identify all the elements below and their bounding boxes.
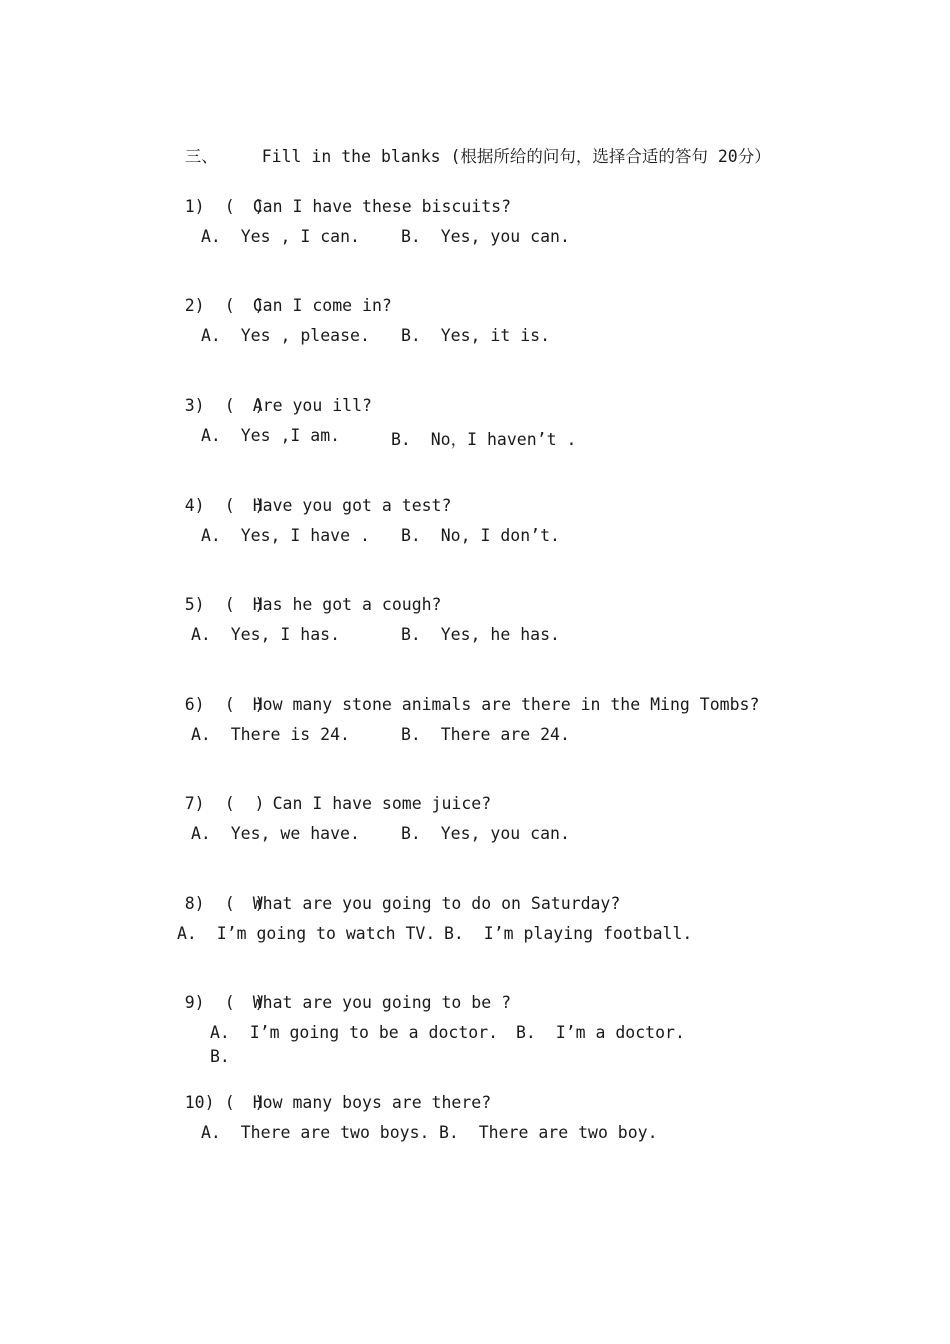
section-title: Fill in the blanks (根据所给的问句，选择合适的答句 20分） bbox=[261, 147, 771, 166]
question-number: 7) bbox=[184, 794, 205, 813]
question-number: 3) bbox=[184, 396, 205, 415]
question-number: 6) bbox=[184, 695, 205, 714]
option-b: B. No，I haven’t . bbox=[391, 430, 577, 449]
stray-option-label: B. bbox=[210, 1047, 230, 1066]
option-a: A. Yes, we have. bbox=[191, 824, 360, 843]
answer-blank: ( ) bbox=[224, 396, 265, 415]
answer-blank: ( ) bbox=[224, 794, 265, 813]
option-a: A. Yes , I can. bbox=[201, 227, 360, 246]
question-number: 8) bbox=[184, 894, 205, 913]
question-number: 2) bbox=[184, 296, 205, 315]
option-a: A. Yes ,I am. bbox=[201, 426, 341, 445]
answer-blank: ( ) bbox=[224, 894, 265, 913]
question-text: How many boys are there? bbox=[252, 1093, 492, 1112]
question-text: How many stone animals are there in the Ming Tombs? bbox=[252, 695, 760, 714]
question-number: 4) bbox=[184, 496, 205, 515]
option-b: B. Yes, you can. bbox=[401, 227, 570, 246]
answer-blank: ( ) bbox=[224, 197, 265, 216]
answer-blank: ( ) bbox=[224, 296, 265, 315]
option-b: B. I’m playing football. bbox=[444, 924, 693, 943]
question-text: Can I have these biscuits? bbox=[252, 197, 512, 216]
question-number: 5) bbox=[184, 595, 205, 614]
option-a: A. There is 24. bbox=[191, 725, 350, 744]
answer-blank: ( ) bbox=[224, 993, 265, 1012]
question-number: 10) bbox=[184, 1093, 215, 1112]
question-text: Can I come in? bbox=[252, 296, 392, 315]
question-text: Can I have some juice? bbox=[252, 794, 492, 813]
answer-blank: ( ) bbox=[224, 595, 265, 614]
option-a: A. Yes , please. bbox=[201, 326, 370, 345]
question-number: 9) bbox=[184, 993, 205, 1012]
option-b: B. There are two boy. bbox=[439, 1123, 658, 1142]
option-a: A. I’m going to be a doctor. bbox=[210, 1023, 499, 1042]
answer-blank: ( ) bbox=[224, 695, 265, 714]
option-b: B. No, I don’t. bbox=[401, 526, 560, 545]
answer-blank: ( ) bbox=[224, 1093, 265, 1112]
option-a: A. There are two boys. bbox=[201, 1123, 430, 1142]
option-a: A. I’m going to watch TV. bbox=[177, 924, 436, 943]
option-b: B. There are 24. bbox=[401, 725, 570, 744]
question-number: 1) bbox=[184, 197, 205, 216]
option-b: B. I’m a doctor. bbox=[516, 1023, 685, 1042]
option-a: A. Yes, I have . bbox=[201, 526, 370, 545]
question-text: What are you going to be ? bbox=[252, 993, 512, 1012]
question-text: Has he got a cough? bbox=[252, 595, 442, 614]
section-number: 三、 bbox=[184, 147, 218, 166]
question-text: What are you going to do on Saturday? bbox=[252, 894, 621, 913]
option-b: B. Yes, he has. bbox=[401, 625, 560, 644]
option-b: B. Yes, it is. bbox=[401, 326, 551, 345]
question-text: Have you got a test? bbox=[252, 496, 452, 515]
question-text: Are you ill? bbox=[252, 396, 372, 415]
option-a: A. Yes, I has. bbox=[191, 625, 341, 644]
option-b: B. Yes, you can. bbox=[401, 824, 570, 843]
answer-blank: ( ) bbox=[224, 496, 265, 515]
